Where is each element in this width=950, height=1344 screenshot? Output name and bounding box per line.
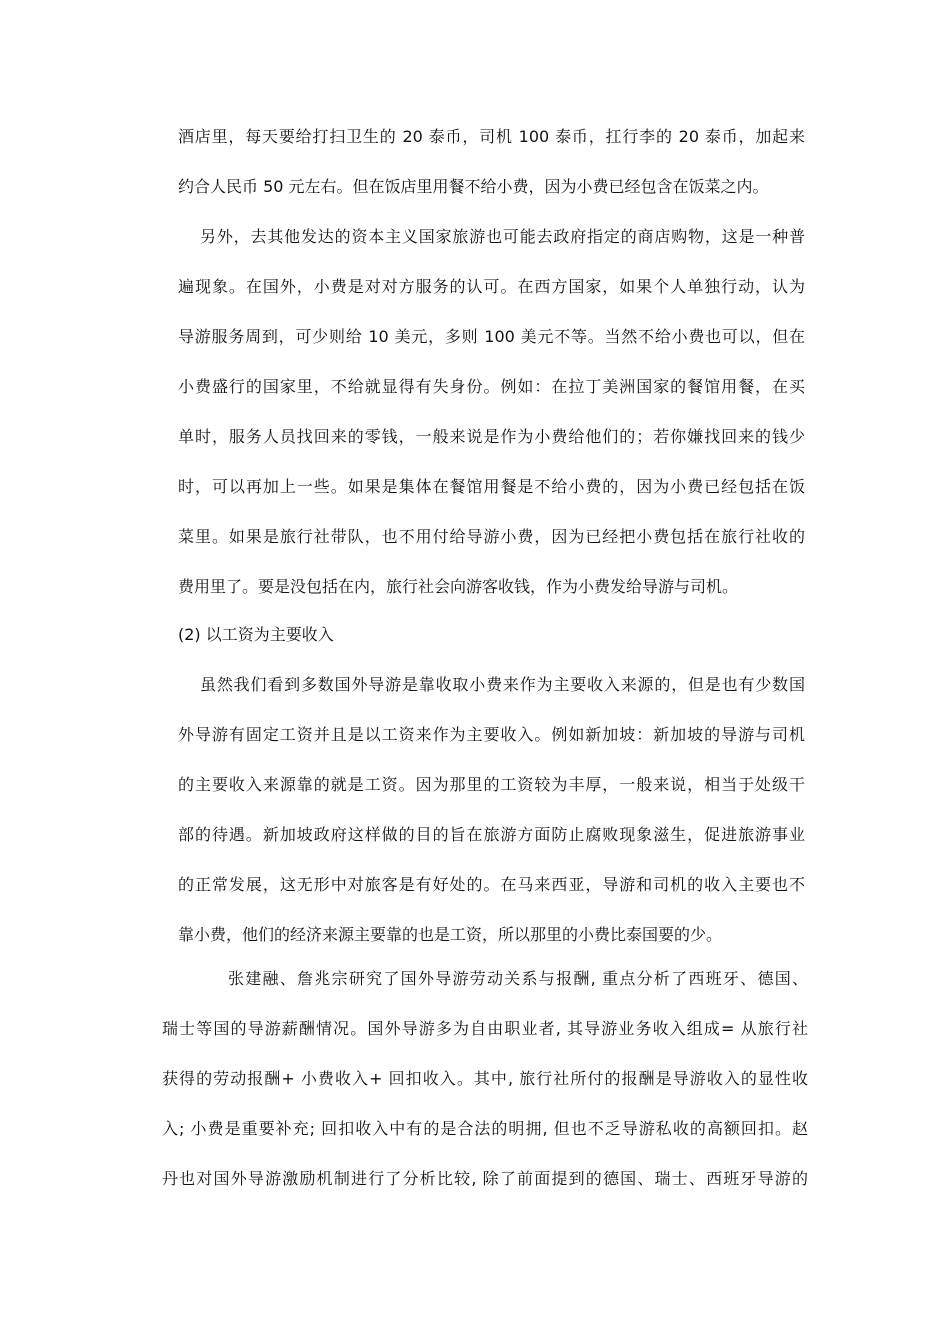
paragraph-3-line-5: 的正常发展，这无形中对旅客是有好处的。在马来西亚，导游和司机的收入主要也不 xyxy=(178,875,805,894)
paragraph-2-line-1: 另外，去其他发达的资本主义国家旅游也可能去政府指定的商店购物，这是一种普 xyxy=(200,227,805,246)
paragraph-3-line-6: 靠小费，他们的经济来源主要靠的也是工资，所以那里的小费比泰国要的少。 xyxy=(178,925,723,944)
paragraph-3-line-4: 部的待遇。新加坡政府这样做的目的旨在旅游方面防止腐败现象滋生，促进旅游事业 xyxy=(178,825,805,844)
paragraph-2-line-3: 导游服务周到，可少则给 10 美元，多则 100 美元不等。当然不给小费也可以，但在 xyxy=(178,327,805,346)
paragraph-2-line-8: 费用里了。要是没包括在内，旅行社会向游客收钱，作为小费发给导游与司机。 xyxy=(178,577,739,596)
paragraph-1-line-1: 酒店里，每天要给打扫卫生的 20 泰币，司机 100 泰币，扛行李的 20 泰币，加起来 xyxy=(178,127,805,146)
paragraph-3-line-3: 的主要收入来源靠的就是工资。因为那里的工资较为丰厚，一般来说，相当于处级干 xyxy=(178,775,805,794)
paragraph-4-line-2: 瑞士等国的导游薪酬情况。国外导游多为自由职业者, 其导游业务收入组成= 从旅行社 xyxy=(162,1019,808,1038)
paragraph-2-line-4: 小费盛行的国家里，不给就显得有失身份。例如：在拉丁美洲国家的餐馆用餐，在买 xyxy=(178,377,805,396)
paragraph-2-line-7: 菜里。如果是旅行社带队，也不用付给导游小费，因为已经把小费包括在旅行社收的 xyxy=(178,527,805,546)
paragraph-3-line-2: 外导游有固定工资并且是以工资来作为主要收入。例如新加坡：新加坡的导游与司机 xyxy=(178,725,805,744)
paragraph-1-line-2: 约合人民币 50 元左右。但在饭店里用餐不给小费，因为小费已经包含在饭菜之内。 xyxy=(178,177,769,196)
paragraph-4-line-4: 入; 小费是重要补充; 回扣收入中有的是合法的明拥, 但也不乏导游私收的高额回扣。赵 xyxy=(162,1119,808,1138)
paragraph-2-line-2: 遍现象。在国外，小费是对对方服务的认可。在西方国家，如果个人单独行动，认为 xyxy=(178,277,805,296)
paragraph-4-line-3: 获得的劳动报酬+ 小费收入+ 回扣收入。其中, 旅行社所付的报酬是导游收入的显性收 xyxy=(162,1069,808,1088)
paragraph-2-line-6: 时，可以再加上一些。如果是集体在餐馆用餐是不给小费的，因为小费已经包括在饭 xyxy=(178,477,805,496)
paragraph-4-line-1: 张建融、詹兆宗研究了国外导游劳动关系与报酬, 重点分析了西班牙、德国、 xyxy=(228,969,808,988)
paragraph-3-line-1: 虽然我们看到多数国外导游是靠收取小费来作为主要收入来源的，但是也有少数国 xyxy=(200,675,805,694)
paragraph-2-line-5: 单时，服务人员找回来的零钱，一般来说是作为小费给他们的；若你嫌找回来的钱少 xyxy=(178,427,805,446)
section-heading: (2) 以工资为主要收入 xyxy=(178,625,334,644)
paragraph-4-line-5: 丹也对国外导游激励机制进行了分析比较, 除了前面提到的德国、瑞士、西班牙导游的 xyxy=(162,1169,808,1188)
